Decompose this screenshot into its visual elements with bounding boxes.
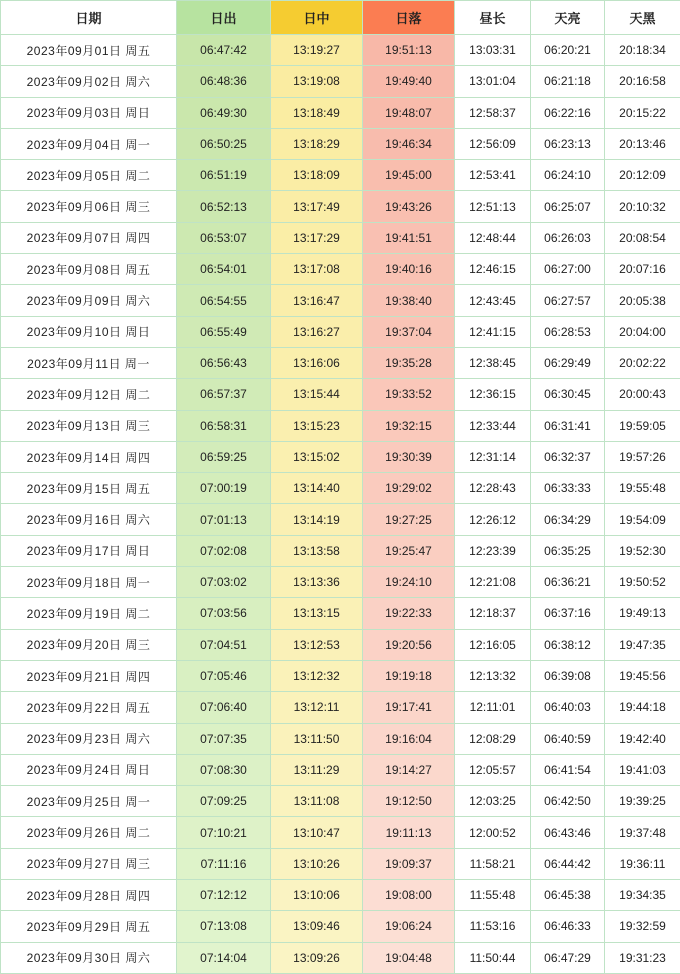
cell-date: 2023年09月16日 周六 — [1, 504, 177, 535]
cell-sunrise: 06:50:25 — [177, 128, 271, 159]
cell-dusk: 20:16:58 — [605, 66, 680, 97]
table-row — [1, 347, 680, 378]
cell-dusk: 20:12:09 — [605, 160, 680, 191]
cell-dusk: 19:42:40 — [605, 723, 680, 754]
cell-dusk: 19:54:09 — [605, 504, 680, 535]
cell-sunrise: 06:54:55 — [177, 285, 271, 316]
cell-sunrise: 06:55:49 — [177, 316, 271, 347]
cell-dawn: 06:45:38 — [531, 880, 605, 911]
cell-daylength: 12:51:13 — [455, 191, 531, 222]
cell-dawn: 06:42:50 — [531, 786, 605, 817]
cell-sunset: 19:43:26 — [363, 191, 455, 222]
cell-dawn: 06:33:33 — [531, 473, 605, 504]
table-row — [1, 441, 680, 472]
cell-dawn: 06:23:13 — [531, 128, 605, 159]
table-row — [1, 128, 680, 159]
cell-daylength: 12:11:01 — [455, 692, 531, 723]
table-row — [1, 222, 680, 253]
cell-dawn: 06:32:37 — [531, 441, 605, 472]
cell-date: 2023年09月28日 周四 — [1, 880, 177, 911]
cell-sunrise: 07:12:12 — [177, 880, 271, 911]
table-row — [1, 504, 680, 535]
cell-date: 2023年09月18日 周一 — [1, 567, 177, 598]
cell-sunrise: 06:52:13 — [177, 191, 271, 222]
cell-dawn: 06:27:00 — [531, 254, 605, 285]
cell-daylength: 12:21:08 — [455, 567, 531, 598]
table-row — [1, 754, 680, 785]
table-row — [1, 880, 680, 911]
cell-solar-noon: 13:13:36 — [271, 567, 363, 598]
cell-date: 2023年09月17日 周日 — [1, 535, 177, 566]
cell-sunrise: 07:09:25 — [177, 786, 271, 817]
cell-daylength: 12:28:43 — [455, 473, 531, 504]
table-row — [1, 254, 680, 285]
cell-sunrise: 06:56:43 — [177, 347, 271, 378]
cell-daylength: 12:08:29 — [455, 723, 531, 754]
cell-sunset: 19:25:47 — [363, 535, 455, 566]
cell-daylength: 11:58:21 — [455, 848, 531, 879]
cell-dusk: 19:34:35 — [605, 880, 680, 911]
cell-dawn: 06:39:08 — [531, 660, 605, 691]
table-row — [1, 723, 680, 754]
cell-sunrise: 06:51:19 — [177, 160, 271, 191]
cell-dusk: 19:55:48 — [605, 473, 680, 504]
cell-solar-noon: 13:13:15 — [271, 598, 363, 629]
cell-dawn: 06:44:42 — [531, 848, 605, 879]
cell-sunrise: 06:53:07 — [177, 222, 271, 253]
cell-sunset: 19:29:02 — [363, 473, 455, 504]
cell-sunrise: 06:47:42 — [177, 35, 271, 66]
cell-date: 2023年09月29日 周五 — [1, 911, 177, 942]
cell-date: 2023年09月03日 周日 — [1, 97, 177, 128]
table-row — [1, 848, 680, 879]
cell-daylength: 11:53:16 — [455, 911, 531, 942]
cell-sunrise: 07:03:02 — [177, 567, 271, 598]
cell-sunset: 19:37:04 — [363, 316, 455, 347]
table-row — [1, 35, 680, 66]
cell-solar-noon: 13:10:47 — [271, 817, 363, 848]
cell-daylength: 12:58:37 — [455, 97, 531, 128]
cell-solar-noon: 13:10:26 — [271, 848, 363, 879]
cell-dawn: 06:47:29 — [531, 942, 605, 973]
cell-dawn: 06:46:33 — [531, 911, 605, 942]
col-header-dusk: 天黑 — [605, 1, 680, 35]
cell-dusk: 20:10:32 — [605, 191, 680, 222]
cell-dawn: 06:22:16 — [531, 97, 605, 128]
cell-solar-noon: 13:11:50 — [271, 723, 363, 754]
cell-daylength: 13:01:04 — [455, 66, 531, 97]
table-row — [1, 535, 680, 566]
cell-daylength: 12:38:45 — [455, 347, 531, 378]
cell-dusk: 19:31:23 — [605, 942, 680, 973]
cell-solar-noon: 13:12:32 — [271, 660, 363, 691]
table-row — [1, 160, 680, 191]
cell-date: 2023年09月14日 周四 — [1, 441, 177, 472]
cell-solar-noon: 13:12:11 — [271, 692, 363, 723]
cell-dawn: 06:31:41 — [531, 410, 605, 441]
cell-date: 2023年09月06日 周三 — [1, 191, 177, 222]
cell-date: 2023年09月12日 周二 — [1, 379, 177, 410]
cell-solar-noon: 13:15:23 — [271, 410, 363, 441]
cell-dusk: 19:36:11 — [605, 848, 680, 879]
cell-daylength: 12:13:32 — [455, 660, 531, 691]
cell-daylength: 12:33:44 — [455, 410, 531, 441]
table-row — [1, 942, 680, 973]
col-header-sunrise: 日出 — [177, 1, 271, 35]
cell-daylength: 12:03:25 — [455, 786, 531, 817]
cell-sunset: 19:35:28 — [363, 347, 455, 378]
cell-daylength: 12:23:39 — [455, 535, 531, 566]
cell-daylength: 11:55:48 — [455, 880, 531, 911]
cell-sunset: 19:33:52 — [363, 379, 455, 410]
cell-solar-noon: 13:11:29 — [271, 754, 363, 785]
cell-date: 2023年09月26日 周二 — [1, 817, 177, 848]
cell-sunset: 19:51:13 — [363, 35, 455, 66]
cell-solar-noon: 13:17:08 — [271, 254, 363, 285]
cell-sunset: 19:20:56 — [363, 629, 455, 660]
col-header-date: 日期 — [1, 1, 177, 35]
cell-solar-noon: 13:19:08 — [271, 66, 363, 97]
cell-dusk: 19:37:48 — [605, 817, 680, 848]
cell-date: 2023年09月22日 周五 — [1, 692, 177, 723]
cell-solar-noon: 13:11:08 — [271, 786, 363, 817]
cell-daylength: 12:31:14 — [455, 441, 531, 472]
cell-sunset: 19:08:00 — [363, 880, 455, 911]
table-row — [1, 660, 680, 691]
cell-date: 2023年09月11日 周一 — [1, 347, 177, 378]
cell-sunset: 19:14:27 — [363, 754, 455, 785]
cell-date: 2023年09月01日 周五 — [1, 35, 177, 66]
cell-daylength: 12:46:15 — [455, 254, 531, 285]
cell-sunset: 19:40:16 — [363, 254, 455, 285]
cell-solar-noon: 13:10:06 — [271, 880, 363, 911]
cell-sunset: 19:32:15 — [363, 410, 455, 441]
cell-dawn: 06:28:53 — [531, 316, 605, 347]
cell-sunrise: 07:02:08 — [177, 535, 271, 566]
cell-sunset: 19:11:13 — [363, 817, 455, 848]
cell-sunrise: 07:06:40 — [177, 692, 271, 723]
cell-solar-noon: 13:18:29 — [271, 128, 363, 159]
cell-sunset: 19:04:48 — [363, 942, 455, 973]
cell-solar-noon: 13:12:53 — [271, 629, 363, 660]
cell-dusk: 19:45:56 — [605, 660, 680, 691]
cell-solar-noon: 13:13:58 — [271, 535, 363, 566]
table-row — [1, 911, 680, 942]
cell-solar-noon: 13:18:49 — [271, 97, 363, 128]
cell-date: 2023年09月23日 周六 — [1, 723, 177, 754]
cell-dawn: 06:40:59 — [531, 723, 605, 754]
col-header-dawn: 天亮 — [531, 1, 605, 35]
table-body — [1, 35, 680, 974]
cell-sunrise: 06:58:31 — [177, 410, 271, 441]
cell-daylength: 12:56:09 — [455, 128, 531, 159]
table-row — [1, 285, 680, 316]
cell-sunset: 19:38:40 — [363, 285, 455, 316]
cell-daylength: 11:50:44 — [455, 942, 531, 973]
cell-daylength: 12:05:57 — [455, 754, 531, 785]
cell-sunset: 19:46:34 — [363, 128, 455, 159]
cell-dusk: 19:50:52 — [605, 567, 680, 598]
cell-sunrise: 07:03:56 — [177, 598, 271, 629]
cell-dusk: 20:00:43 — [605, 379, 680, 410]
cell-sunset: 19:22:33 — [363, 598, 455, 629]
cell-solar-noon: 13:19:27 — [271, 35, 363, 66]
cell-dusk: 19:52:30 — [605, 535, 680, 566]
cell-dawn: 06:26:03 — [531, 222, 605, 253]
cell-sunrise: 06:54:01 — [177, 254, 271, 285]
cell-sunrise: 07:07:35 — [177, 723, 271, 754]
table-row — [1, 66, 680, 97]
cell-sunset: 19:09:37 — [363, 848, 455, 879]
cell-solar-noon: 13:09:46 — [271, 911, 363, 942]
cell-sunset: 19:16:04 — [363, 723, 455, 754]
cell-dusk: 20:05:38 — [605, 285, 680, 316]
cell-sunrise: 07:01:13 — [177, 504, 271, 535]
cell-solar-noon: 13:18:09 — [271, 160, 363, 191]
cell-solar-noon: 13:17:49 — [271, 191, 363, 222]
cell-daylength: 12:48:44 — [455, 222, 531, 253]
cell-date: 2023年09月27日 周三 — [1, 848, 177, 879]
col-header-solar-noon: 日中 — [271, 1, 363, 35]
cell-solar-noon: 13:16:27 — [271, 316, 363, 347]
cell-sunset: 19:12:50 — [363, 786, 455, 817]
cell-dusk: 19:59:05 — [605, 410, 680, 441]
cell-dawn: 06:40:03 — [531, 692, 605, 723]
cell-date: 2023年09月04日 周一 — [1, 128, 177, 159]
cell-sunset: 19:30:39 — [363, 441, 455, 472]
cell-dusk: 20:04:00 — [605, 316, 680, 347]
cell-sunset: 19:27:25 — [363, 504, 455, 535]
cell-dusk: 19:39:25 — [605, 786, 680, 817]
cell-sunrise: 07:14:04 — [177, 942, 271, 973]
cell-sunrise: 07:05:46 — [177, 660, 271, 691]
cell-dusk: 19:32:59 — [605, 911, 680, 942]
col-header-sunset: 日落 — [363, 1, 455, 35]
table-row — [1, 598, 680, 629]
cell-sunrise: 07:13:08 — [177, 911, 271, 942]
table-row — [1, 410, 680, 441]
cell-dusk: 20:15:22 — [605, 97, 680, 128]
cell-sunrise: 07:04:51 — [177, 629, 271, 660]
cell-sunset: 19:41:51 — [363, 222, 455, 253]
cell-sunrise: 07:10:21 — [177, 817, 271, 848]
cell-daylength: 12:00:52 — [455, 817, 531, 848]
table-row — [1, 379, 680, 410]
cell-sunrise: 06:49:30 — [177, 97, 271, 128]
cell-solar-noon: 13:14:40 — [271, 473, 363, 504]
cell-dawn: 06:24:10 — [531, 160, 605, 191]
cell-dawn: 06:20:21 — [531, 35, 605, 66]
table-row — [1, 316, 680, 347]
cell-dawn: 06:21:18 — [531, 66, 605, 97]
col-header-daylength: 昼长 — [455, 1, 531, 35]
table-row — [1, 473, 680, 504]
cell-sunrise: 07:00:19 — [177, 473, 271, 504]
cell-sunset: 19:19:18 — [363, 660, 455, 691]
cell-dusk: 20:13:46 — [605, 128, 680, 159]
cell-daylength: 12:53:41 — [455, 160, 531, 191]
cell-daylength: 12:26:12 — [455, 504, 531, 535]
cell-date: 2023年09月02日 周六 — [1, 66, 177, 97]
cell-date: 2023年09月21日 周四 — [1, 660, 177, 691]
cell-sunrise: 07:08:30 — [177, 754, 271, 785]
cell-sunrise: 06:48:36 — [177, 66, 271, 97]
cell-daylength: 12:43:45 — [455, 285, 531, 316]
cell-solar-noon: 13:16:06 — [271, 347, 363, 378]
cell-dusk: 20:18:34 — [605, 35, 680, 66]
table-row — [1, 191, 680, 222]
cell-dawn: 06:38:12 — [531, 629, 605, 660]
table-row — [1, 97, 680, 128]
cell-dawn: 06:41:54 — [531, 754, 605, 785]
cell-dusk: 20:02:22 — [605, 347, 680, 378]
cell-solar-noon: 13:15:02 — [271, 441, 363, 472]
cell-daylength: 12:36:15 — [455, 379, 531, 410]
cell-dawn: 06:29:49 — [531, 347, 605, 378]
cell-date: 2023年09月15日 周五 — [1, 473, 177, 504]
cell-date: 2023年09月30日 周六 — [1, 942, 177, 973]
cell-sunset: 19:24:10 — [363, 567, 455, 598]
cell-sunset: 19:06:24 — [363, 911, 455, 942]
cell-dusk: 19:57:26 — [605, 441, 680, 472]
cell-dusk: 19:41:03 — [605, 754, 680, 785]
cell-sunrise: 06:57:37 — [177, 379, 271, 410]
cell-date: 2023年09月07日 周四 — [1, 222, 177, 253]
cell-dawn: 06:25:07 — [531, 191, 605, 222]
table-row — [1, 786, 680, 817]
table-row — [1, 567, 680, 598]
cell-dawn: 06:35:25 — [531, 535, 605, 566]
cell-sunset: 19:45:00 — [363, 160, 455, 191]
cell-solar-noon: 13:16:47 — [271, 285, 363, 316]
cell-daylength: 12:16:05 — [455, 629, 531, 660]
cell-solar-noon: 13:15:44 — [271, 379, 363, 410]
cell-daylength: 13:03:31 — [455, 35, 531, 66]
cell-dawn: 06:34:29 — [531, 504, 605, 535]
cell-dawn: 06:37:16 — [531, 598, 605, 629]
cell-sunset: 19:17:41 — [363, 692, 455, 723]
cell-date: 2023年09月08日 周五 — [1, 254, 177, 285]
cell-sunset: 19:48:07 — [363, 97, 455, 128]
cell-dawn: 06:30:45 — [531, 379, 605, 410]
cell-daylength: 12:41:15 — [455, 316, 531, 347]
cell-dusk: 20:07:16 — [605, 254, 680, 285]
cell-dusk: 19:44:18 — [605, 692, 680, 723]
cell-dusk: 19:49:13 — [605, 598, 680, 629]
cell-solar-noon: 13:14:19 — [271, 504, 363, 535]
table-row — [1, 629, 680, 660]
cell-date: 2023年09月20日 周三 — [1, 629, 177, 660]
cell-dusk: 19:47:35 — [605, 629, 680, 660]
cell-dusk: 20:08:54 — [605, 222, 680, 253]
table-row — [1, 817, 680, 848]
cell-date: 2023年09月10日 周日 — [1, 316, 177, 347]
cell-date: 2023年09月25日 周一 — [1, 786, 177, 817]
cell-dawn: 06:43:46 — [531, 817, 605, 848]
cell-dawn: 06:36:21 — [531, 567, 605, 598]
cell-sunrise: 06:59:25 — [177, 441, 271, 472]
cell-date: 2023年09月19日 周二 — [1, 598, 177, 629]
table-row — [1, 692, 680, 723]
cell-solar-noon: 13:09:26 — [271, 942, 363, 973]
cell-dawn: 06:27:57 — [531, 285, 605, 316]
cell-date: 2023年09月09日 周六 — [1, 285, 177, 316]
cell-date: 2023年09月24日 周日 — [1, 754, 177, 785]
cell-daylength: 12:18:37 — [455, 598, 531, 629]
table-header — [1, 1, 680, 35]
cell-sunset: 19:49:40 — [363, 66, 455, 97]
cell-sunrise: 07:11:16 — [177, 848, 271, 879]
cell-date: 2023年09月13日 周三 — [1, 410, 177, 441]
cell-date: 2023年09月05日 周二 — [1, 160, 177, 191]
cell-solar-noon: 13:17:29 — [271, 222, 363, 253]
table-header-row — [1, 1, 680, 35]
